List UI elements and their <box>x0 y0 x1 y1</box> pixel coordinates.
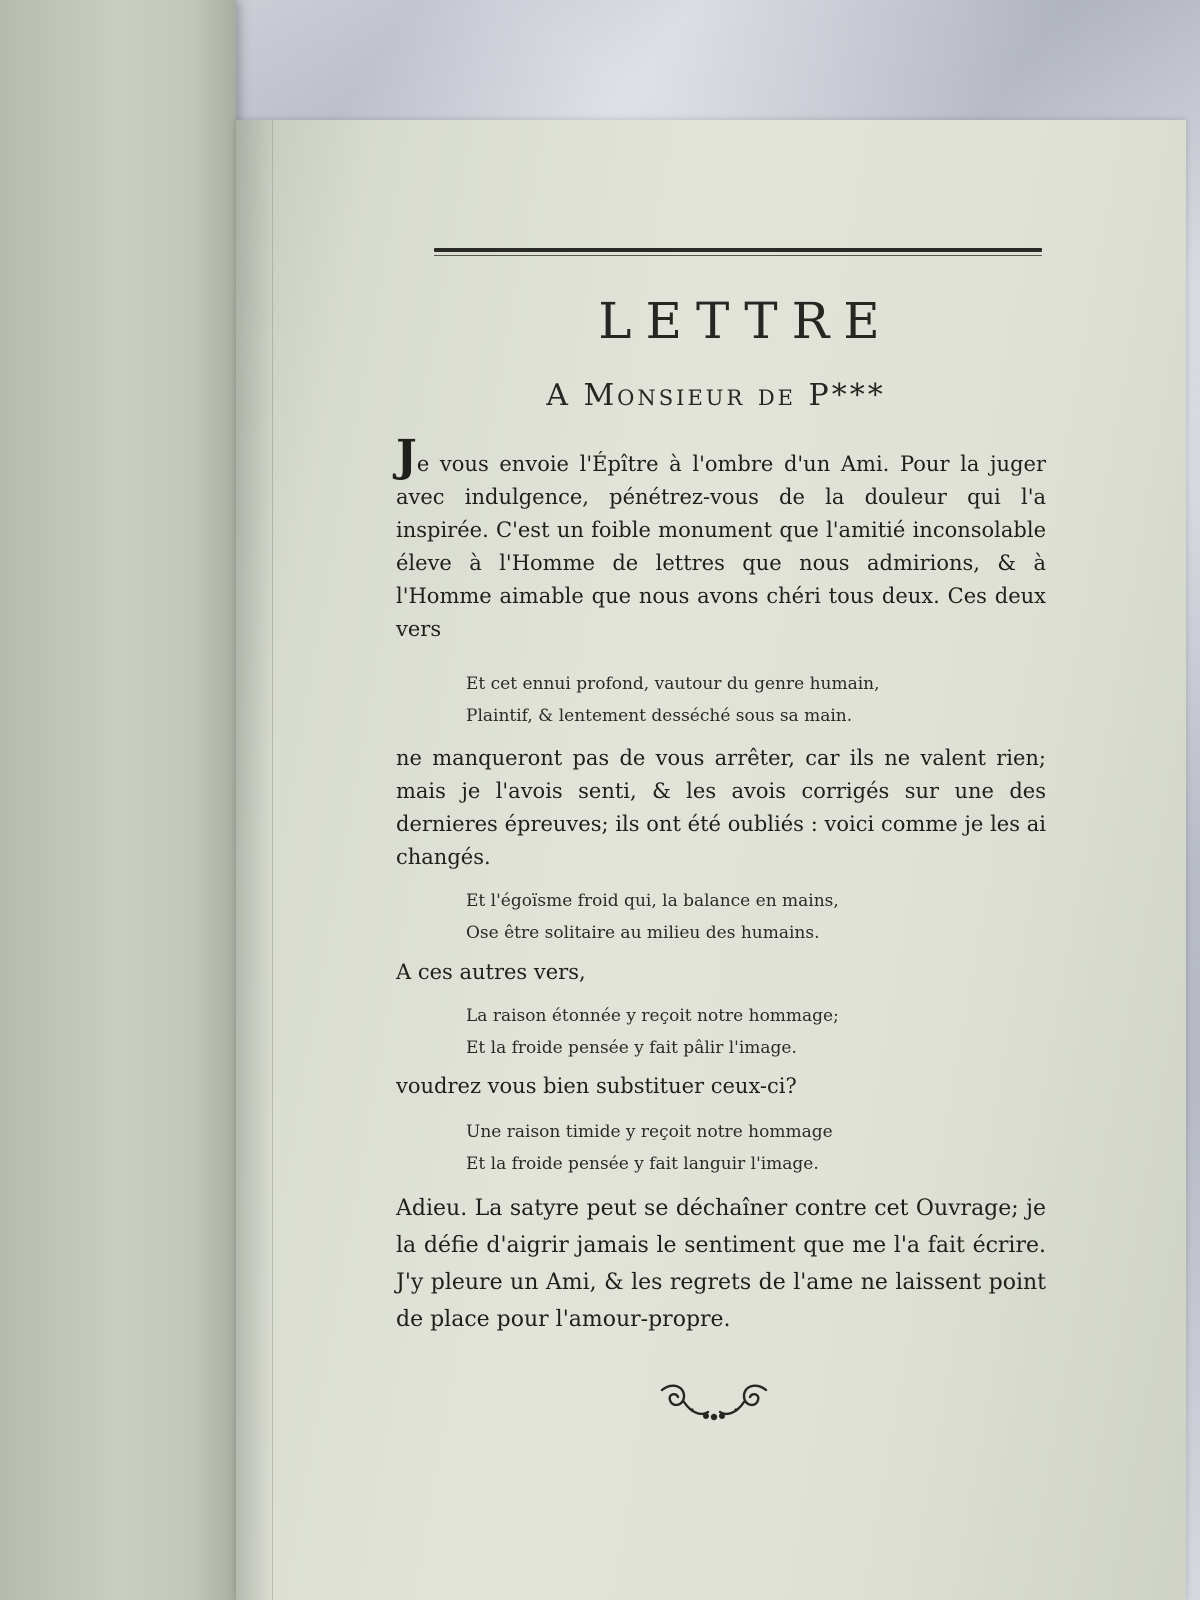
paragraph-4: voudrez vous bien substituer ceux-ci? <box>396 1074 797 1098</box>
page-fold-line <box>272 120 273 1600</box>
paragraph-2: ne manqueront pas de vous arrêter, car ils ne valent rien; mais je l'avois senti, & les avois corrigés sur une des dernieres épreuves; ils ont été oubliés : voici comme je les ai changés. <box>396 746 1046 869</box>
verse-block-1 <box>466 668 1026 732</box>
fleuron-ornament-icon <box>654 1380 774 1424</box>
verse-line: Ose être solitaire au milieu des humains. <box>466 923 820 943</box>
verse-block-2 <box>466 885 1026 949</box>
page-title: LETTRE <box>598 292 894 350</box>
verse-line: Et la froide pensée y fait pâlir l'image. <box>466 1038 797 1058</box>
page-subtitle: A Monsieur de P*** <box>546 378 886 413</box>
header-rule-thin <box>434 255 1042 256</box>
verse-line: Une raison timide y reçoit notre hommage <box>466 1122 833 1142</box>
verse-block-3 <box>466 1000 1026 1064</box>
page-gutter-shadow <box>236 120 274 1600</box>
paragraph-3: A ces autres vers, <box>396 960 586 984</box>
intro-paragraph: Je vous envoie l'Épître à l'ombre d'un Ami. Pour la juger avec indulgence, pénétrez-vous de la douleur qui l'a inspirée. C'est un foible monument que l'amitié inconsolable éleve à l'Homme de lettres que nous admirions, & à l'Homme aimable que nous avons chéri tous deux. Ces deux vers <box>396 431 1046 641</box>
verse-line: Et la froide pensée y fait languir l'image. <box>466 1154 819 1174</box>
verse-block-4 <box>466 1116 1026 1180</box>
header-rule <box>434 248 1042 252</box>
verse-line: Plaintif, & lentement desséché sous sa main. <box>466 706 853 726</box>
book-page <box>236 120 1186 1600</box>
verse-line: Et cet ennui profond, vautour du genre humain, <box>466 674 880 694</box>
verse-line: La raison étonnée y reçoit notre hommage; <box>466 1006 839 1026</box>
closing-paragraph: Adieu. La satyre peut se déchaîner contre cet Ouvrage; je la défie d'aigrir jamais le sentiment que me l'a fait écrire. J'y pleure un Ami, & les regrets de l'ame ne laissent point de place pour l'amour-propre. <box>396 1196 1046 1332</box>
left-facing-page <box>0 0 236 1600</box>
verse-line: Et l'égoïsme froid qui, la balance en mains, <box>466 891 839 911</box>
